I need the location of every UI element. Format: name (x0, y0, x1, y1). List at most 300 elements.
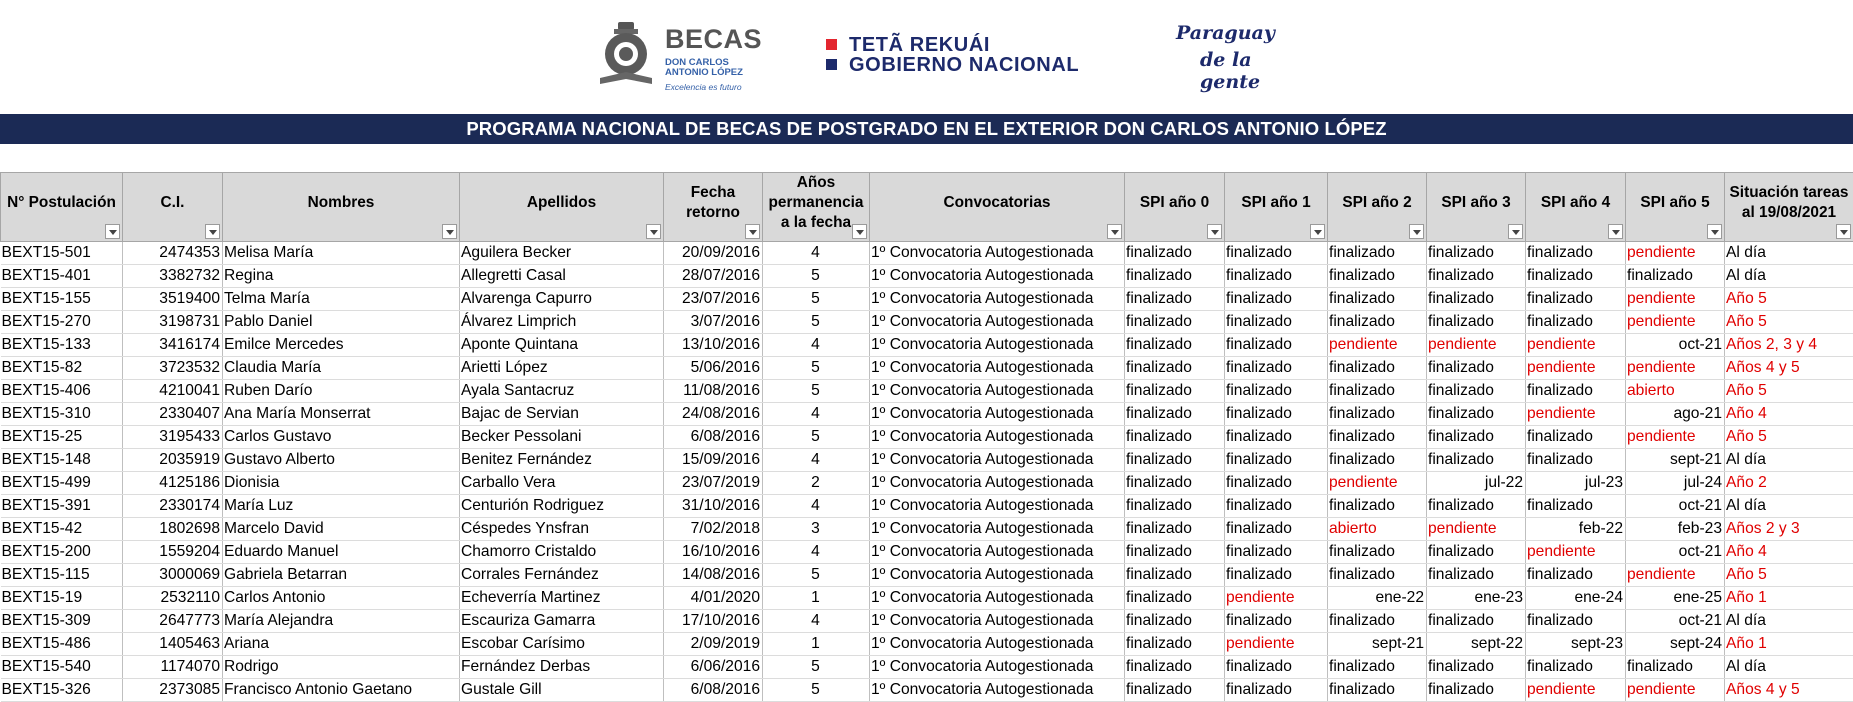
table-cell[interactable]: 5 (763, 357, 870, 380)
table-cell[interactable]: finalizado (1125, 265, 1225, 288)
table-cell[interactable]: Gabriela Betarran (223, 564, 460, 587)
table-cell[interactable]: 7/02/2018 (664, 518, 763, 541)
table-cell[interactable]: finalizado (1526, 564, 1626, 587)
table-cell[interactable]: pendiente (1225, 633, 1328, 656)
table-cell[interactable]: pendiente (1526, 334, 1626, 357)
table-cell[interactable]: Céspedes Ynsfran (460, 518, 664, 541)
table-cell[interactable]: 1º Convocatoria Autogestionada (870, 541, 1125, 564)
table-cell[interactable]: 1º Convocatoria Autogestionada (870, 495, 1125, 518)
table-cell[interactable]: finalizado (1125, 242, 1225, 265)
column-header-label: Apellidos (462, 193, 661, 221)
table-cell[interactable]: 1º Convocatoria Autogestionada (870, 288, 1125, 311)
table-cell[interactable]: 1405463 (123, 633, 223, 656)
table-cell[interactable]: 3 (763, 518, 870, 541)
table-cell[interactable]: ene-22 (1328, 587, 1427, 610)
table-cell[interactable]: 14/08/2016 (664, 564, 763, 587)
table-cell[interactable]: finalizado (1125, 610, 1225, 633)
table-cell[interactable]: finalizado (1225, 610, 1328, 633)
table-cell[interactable]: finalizado (1125, 357, 1225, 380)
table-cell[interactable]: abierto (1328, 518, 1427, 541)
table-cell[interactable]: finalizado (1225, 679, 1328, 702)
table-cell[interactable]: finalizado (1328, 380, 1427, 403)
table-cell[interactable]: pendiente (1328, 334, 1427, 357)
table-cell[interactable]: finalizado (1328, 426, 1427, 449)
table-cell[interactable]: Regina (223, 265, 460, 288)
table-cell[interactable]: Chamorro Cristaldo (460, 541, 664, 564)
table-cell[interactable]: finalizado (1526, 380, 1626, 403)
table-cell[interactable]: 6/08/2016 (664, 426, 763, 449)
table-cell[interactable]: finalizado (1328, 656, 1427, 679)
table-cell[interactable]: oct-21 (1626, 541, 1725, 564)
table-cell[interactable]: Años 4 y 5 (1725, 679, 1853, 702)
filter-dropdown-icon[interactable] (105, 224, 120, 239)
table-cell[interactable]: 2035919 (123, 449, 223, 472)
table-cell[interactable]: finalizado (1526, 610, 1626, 633)
table-cell[interactable]: 1º Convocatoria Autogestionada (870, 426, 1125, 449)
table-cell[interactable]: BEXT15-270 (1, 311, 123, 334)
table-cell[interactable]: BEXT15-310 (1, 403, 123, 426)
table-cell[interactable]: 1802698 (123, 518, 223, 541)
table-cell[interactable]: Año 1 (1725, 633, 1853, 656)
table-cell[interactable]: Ruben Darío (223, 380, 460, 403)
table-cell[interactable]: Becker Pessolani (460, 426, 664, 449)
table-cell[interactable]: 4125186 (123, 472, 223, 495)
table-cell[interactable]: Al día (1725, 242, 1853, 265)
filter-dropdown-icon[interactable] (1409, 224, 1424, 239)
table-cell[interactable]: 4 (763, 495, 870, 518)
table-cell[interactable]: pendiente (1225, 587, 1328, 610)
table-cell[interactable]: finalizado (1225, 495, 1328, 518)
table-cell[interactable]: 3195433 (123, 426, 223, 449)
table-cell[interactable]: 2532110 (123, 587, 223, 610)
table-cell[interactable]: Claudia María (223, 357, 460, 380)
table-cell[interactable]: 2373085 (123, 679, 223, 702)
table-cell[interactable]: jul-24 (1626, 472, 1725, 495)
table-cell[interactable]: pendiente (1526, 679, 1626, 702)
table-cell[interactable]: BEXT15-326 (1, 679, 123, 702)
table-cell[interactable]: 3519400 (123, 288, 223, 311)
filter-dropdown-icon[interactable] (1836, 224, 1851, 239)
table-cell[interactable]: pendiente (1626, 357, 1725, 380)
table-cell[interactable]: finalizado (1125, 656, 1225, 679)
table-cell[interactable]: Benitez Fernández (460, 449, 664, 472)
table-cell[interactable]: finalizado (1328, 242, 1427, 265)
table-cell[interactable]: finalizado (1328, 679, 1427, 702)
table-cell[interactable]: 1º Convocatoria Autogestionada (870, 587, 1125, 610)
filter-dropdown-icon[interactable] (205, 224, 220, 239)
table-cell[interactable]: finalizado (1125, 564, 1225, 587)
table-cell[interactable]: finalizado (1328, 357, 1427, 380)
table-cell[interactable]: 4 (763, 334, 870, 357)
table-cell[interactable]: finalizado (1328, 265, 1427, 288)
table-cell[interactable]: finalizado (1125, 380, 1225, 403)
table-cell[interactable]: pendiente (1626, 564, 1725, 587)
table-cell[interactable]: pendiente (1626, 679, 1725, 702)
table-cell[interactable]: 3416174 (123, 334, 223, 357)
table-cell[interactable]: finalizado (1526, 449, 1626, 472)
table-cell[interactable]: 28/07/2016 (664, 265, 763, 288)
table-cell[interactable]: Año 1 (1725, 587, 1853, 610)
table-cell[interactable]: finalizado (1328, 564, 1427, 587)
filter-dropdown-icon[interactable] (442, 224, 457, 239)
table-cell[interactable]: 31/10/2016 (664, 495, 763, 518)
table-cell[interactable]: 6/08/2016 (664, 679, 763, 702)
table-cell[interactable]: finalizado (1125, 495, 1225, 518)
table-cell[interactable]: 4210041 (123, 380, 223, 403)
table-cell[interactable]: 1559204 (123, 541, 223, 564)
table-cell[interactable]: Melisa María (223, 242, 460, 265)
table-cell[interactable]: 4 (763, 610, 870, 633)
table-cell[interactable]: pendiente (1526, 357, 1626, 380)
table-cell[interactable]: BEXT15-406 (1, 380, 123, 403)
table-cell[interactable]: finalizado (1427, 564, 1526, 587)
table-cell[interactable]: feb-23 (1626, 518, 1725, 541)
table-cell[interactable]: finalizado (1427, 426, 1526, 449)
filter-dropdown-icon[interactable] (852, 224, 867, 239)
table-cell[interactable]: Al día (1725, 610, 1853, 633)
table-cell[interactable]: pendiente (1626, 426, 1725, 449)
blue-square-icon (826, 59, 837, 70)
table-cell[interactable]: finalizado (1225, 380, 1328, 403)
table-cell[interactable]: Al día (1725, 265, 1853, 288)
table-cell[interactable]: pendiente (1328, 472, 1427, 495)
table-cell[interactable]: Dionisia (223, 472, 460, 495)
table-cell[interactable]: Gustavo Alberto (223, 449, 460, 472)
table-cell[interactable]: Corrales Fernández (460, 564, 664, 587)
table-cell[interactable]: finalizado (1427, 403, 1526, 426)
table-cell[interactable]: finalizado (1125, 472, 1225, 495)
table-cell[interactable]: pendiente (1626, 311, 1725, 334)
table-cell[interactable]: finalizado (1328, 449, 1427, 472)
table-cell[interactable]: finalizado (1125, 426, 1225, 449)
table-cell[interactable]: Bajac de Servian (460, 403, 664, 426)
table-cell[interactable]: 23/07/2019 (664, 472, 763, 495)
table-cell[interactable]: Eduardo Manuel (223, 541, 460, 564)
table-cell[interactable]: 1º Convocatoria Autogestionada (870, 242, 1125, 265)
table-cell[interactable]: Alvarenga Capurro (460, 288, 664, 311)
table-cell[interactable]: BEXT15-486 (1, 633, 123, 656)
table-cell[interactable]: finalizado (1225, 311, 1328, 334)
column-header-3 (460, 173, 664, 242)
table-cell[interactable]: Aguilera Becker (460, 242, 664, 265)
table-cell[interactable]: jul-22 (1427, 472, 1526, 495)
table-cell[interactable]: 4 (763, 242, 870, 265)
filter-dropdown-icon[interactable] (745, 224, 760, 239)
table-cell[interactable]: jul-23 (1526, 472, 1626, 495)
table-cell[interactable]: 4 (763, 403, 870, 426)
table-cell[interactable]: BEXT15-19 (1, 587, 123, 610)
table-cell[interactable]: finalizado (1427, 242, 1526, 265)
table-cell[interactable]: finalizado (1526, 242, 1626, 265)
table-cell[interactable]: 6/06/2016 (664, 656, 763, 679)
table-cell[interactable]: finalizado (1125, 311, 1225, 334)
table-cell[interactable]: 4 (763, 541, 870, 564)
table-cell[interactable]: 1º Convocatoria Autogestionada (870, 610, 1125, 633)
table-cell[interactable]: 1 (763, 633, 870, 656)
table-cell[interactable]: 1º Convocatoria Autogestionada (870, 449, 1125, 472)
table-cell[interactable]: 2647773 (123, 610, 223, 633)
table-cell[interactable]: Año 5 (1725, 311, 1853, 334)
filter-dropdown-icon[interactable] (1608, 224, 1623, 239)
table-cell[interactable]: Años 2 y 3 (1725, 518, 1853, 541)
gobierno-logo (826, 34, 1096, 74)
filter-dropdown-icon[interactable] (1107, 224, 1122, 239)
table-cell[interactable]: finalizado (1125, 288, 1225, 311)
table-cell[interactable]: Ana María Monserrat (223, 403, 460, 426)
table-cell[interactable]: Año 5 (1725, 380, 1853, 403)
table-cell[interactable]: finalizado (1427, 495, 1526, 518)
table-cell[interactable]: Años 4 y 5 (1725, 357, 1853, 380)
table-cell[interactable]: Allegretti Casal (460, 265, 664, 288)
table-cell[interactable]: Aponte Quintana (460, 334, 664, 357)
table-cell[interactable]: 1º Convocatoria Autogestionada (870, 265, 1125, 288)
table-cell[interactable]: finalizado (1427, 265, 1526, 288)
table-cell[interactable]: 1º Convocatoria Autogestionada (870, 518, 1125, 541)
table-cell[interactable]: Año 5 (1725, 564, 1853, 587)
table-cell[interactable]: Escobar Carísimo (460, 633, 664, 656)
table-cell[interactable]: Fernández Derbas (460, 656, 664, 679)
table-cell[interactable]: finalizado (1225, 334, 1328, 357)
table-cell[interactable]: 5 (763, 311, 870, 334)
table-cell[interactable]: finalizado (1225, 541, 1328, 564)
filter-dropdown-icon[interactable] (646, 224, 661, 239)
table-cell[interactable]: 3382732 (123, 265, 223, 288)
table-cell[interactable]: Marcelo David (223, 518, 460, 541)
table-cell[interactable]: 5/06/2016 (664, 357, 763, 380)
table-cell[interactable]: finalizado (1125, 587, 1225, 610)
table-cell[interactable]: BEXT15-82 (1, 357, 123, 380)
table-cell[interactable]: sept-22 (1427, 633, 1526, 656)
table-cell[interactable]: pendiente (1626, 288, 1725, 311)
table-cell[interactable]: finalizado (1427, 679, 1526, 702)
table-cell[interactable]: BEXT15-148 (1, 449, 123, 472)
table-cell[interactable]: 3/07/2016 (664, 311, 763, 334)
table-cell[interactable]: finalizado (1328, 541, 1427, 564)
table-cell[interactable]: 2 (763, 472, 870, 495)
table-cell[interactable]: sept-21 (1328, 633, 1427, 656)
table-cell[interactable]: 4/01/2020 (664, 587, 763, 610)
table-cell[interactable]: finalizado (1225, 265, 1328, 288)
table-cell[interactable]: finalizado (1427, 541, 1526, 564)
table-cell[interactable]: Al día (1725, 449, 1853, 472)
table-cell[interactable]: BEXT15-309 (1, 610, 123, 633)
table-cell[interactable]: 5 (763, 288, 870, 311)
table-cell[interactable]: ene-25 (1626, 587, 1725, 610)
table-cell[interactable]: 1º Convocatoria Autogestionada (870, 472, 1125, 495)
table-cell[interactable]: Año 4 (1725, 541, 1853, 564)
table-cell[interactable]: Gustale Gill (460, 679, 664, 702)
table-cell[interactable]: BEXT15-42 (1, 518, 123, 541)
table-cell[interactable]: María Luz (223, 495, 460, 518)
table-cell[interactable]: 1º Convocatoria Autogestionada (870, 564, 1125, 587)
table-cell[interactable]: 5 (763, 679, 870, 702)
table-cell[interactable]: sept-24 (1626, 633, 1725, 656)
filter-dropdown-icon[interactable] (1508, 224, 1523, 239)
table-cell[interactable]: 2330174 (123, 495, 223, 518)
table-cell[interactable]: finalizado (1125, 403, 1225, 426)
table-cell[interactable]: Año 2 (1725, 472, 1853, 495)
table-cell[interactable]: finalizado (1125, 518, 1225, 541)
table-cell[interactable]: pendiente (1526, 541, 1626, 564)
filter-dropdown-icon[interactable] (1207, 224, 1222, 239)
table-cell[interactable]: finalizado (1225, 357, 1328, 380)
table-cell[interactable]: BEXT15-25 (1, 426, 123, 449)
table-cell[interactable]: finalizado (1125, 679, 1225, 702)
table-cell[interactable]: oct-21 (1626, 334, 1725, 357)
table-cell[interactable]: finalizado (1526, 495, 1626, 518)
table-cell[interactable]: 1º Convocatoria Autogestionada (870, 334, 1125, 357)
table-cell[interactable]: finalizado (1328, 288, 1427, 311)
table-cell[interactable]: Arietti López (460, 357, 664, 380)
table-cell[interactable]: pendiente (1626, 242, 1725, 265)
table-cell[interactable]: Al día (1725, 656, 1853, 679)
table-cell[interactable]: finalizado (1526, 265, 1626, 288)
table-cell[interactable]: 17/10/2016 (664, 610, 763, 633)
table-cell[interactable]: finalizado (1125, 334, 1225, 357)
table-cell[interactable]: 3723532 (123, 357, 223, 380)
table-cell[interactable]: Echeverría Martinez (460, 587, 664, 610)
table-cell[interactable]: BEXT15-401 (1, 265, 123, 288)
table-cell[interactable]: finalizado (1225, 449, 1328, 472)
filter-dropdown-icon[interactable] (1707, 224, 1722, 239)
table-cell[interactable]: 1174070 (123, 656, 223, 679)
table-cell[interactable]: 23/07/2016 (664, 288, 763, 311)
table-cell[interactable]: 5 (763, 564, 870, 587)
table-cell[interactable]: Carlos Antonio (223, 587, 460, 610)
table-cell[interactable]: 1º Convocatoria Autogestionada (870, 656, 1125, 679)
table-cell[interactable]: ene-24 (1526, 587, 1626, 610)
table-cell[interactable]: 1º Convocatoria Autogestionada (870, 633, 1125, 656)
table-cell[interactable]: 1º Convocatoria Autogestionada (870, 311, 1125, 334)
table-cell[interactable]: 20/09/2016 (664, 242, 763, 265)
table-cell[interactable]: 5 (763, 656, 870, 679)
table-cell[interactable]: finalizado (1526, 656, 1626, 679)
table-cell[interactable]: Rodrigo (223, 656, 460, 679)
table-cell[interactable]: finalizado (1125, 449, 1225, 472)
table-cell[interactable]: finalizado (1225, 564, 1328, 587)
table-cell[interactable]: 16/10/2016 (664, 541, 763, 564)
table-cell[interactable]: 5 (763, 426, 870, 449)
table-cell[interactable]: finalizado (1427, 656, 1526, 679)
table-cell[interactable]: finalizado (1225, 518, 1328, 541)
table-cell[interactable]: sept-23 (1526, 633, 1626, 656)
table-cell[interactable]: finalizado (1225, 288, 1328, 311)
table-cell[interactable]: 2330407 (123, 403, 223, 426)
table-cell[interactable]: finalizado (1526, 288, 1626, 311)
table-cell[interactable]: BEXT15-499 (1, 472, 123, 495)
table-cell[interactable]: finalizado (1626, 265, 1725, 288)
table-cell[interactable]: finalizado (1626, 656, 1725, 679)
table-cell[interactable]: Carballo Vera (460, 472, 664, 495)
table-cell[interactable]: oct-21 (1626, 495, 1725, 518)
table-cell[interactable]: finalizado (1427, 288, 1526, 311)
table-cell[interactable]: 5 (763, 265, 870, 288)
table-cell[interactable]: finalizado (1526, 311, 1626, 334)
table-cell[interactable]: ene-23 (1427, 587, 1526, 610)
table-cell[interactable]: BEXT15-115 (1, 564, 123, 587)
table-cell[interactable]: finalizado (1526, 426, 1626, 449)
table-cell[interactable]: 3198731 (123, 311, 223, 334)
table-cell[interactable]: sept-21 (1626, 449, 1725, 472)
column-header-7 (1125, 173, 1225, 242)
table-cell[interactable]: BEXT15-133 (1, 334, 123, 357)
table-cell[interactable]: finalizado (1328, 610, 1427, 633)
table-cell[interactable]: 24/08/2016 (664, 403, 763, 426)
table-cell[interactable]: finalizado (1427, 311, 1526, 334)
table-cell[interactable]: pendiente (1427, 334, 1526, 357)
table-cell[interactable]: ago-21 (1626, 403, 1725, 426)
table-cell[interactable]: Año 5 (1725, 426, 1853, 449)
table-cell[interactable]: pendiente (1427, 518, 1526, 541)
table-cell[interactable]: finalizado (1225, 472, 1328, 495)
table-cell[interactable]: 3000069 (123, 564, 223, 587)
table-cell[interactable]: feb-22 (1526, 518, 1626, 541)
table-cell[interactable]: finalizado (1328, 403, 1427, 426)
table-cell[interactable]: Pablo Daniel (223, 311, 460, 334)
table-cell[interactable]: Francisco Antonio Gaetano (223, 679, 460, 702)
table-cell[interactable]: pendiente (1526, 403, 1626, 426)
table-cell[interactable]: finalizado (1225, 656, 1328, 679)
table-cell[interactable]: finalizado (1427, 357, 1526, 380)
table-cell[interactable]: 13/10/2016 (664, 334, 763, 357)
table-cell[interactable]: María Alejandra (223, 610, 460, 633)
table-cell[interactable]: Al día (1725, 495, 1853, 518)
table-cell[interactable]: Carlos Gustavo (223, 426, 460, 449)
table-cell[interactable]: finalizado (1427, 449, 1526, 472)
table-cell[interactable]: Escauriza Gamarra (460, 610, 664, 633)
table-cell[interactable]: Ariana (223, 633, 460, 656)
column-header-10 (1427, 173, 1526, 242)
table-cell[interactable]: Años 2, 3 y 4 (1725, 334, 1853, 357)
table-cell[interactable]: 1º Convocatoria Autogestionada (870, 679, 1125, 702)
table-cell[interactable]: finalizado (1225, 403, 1328, 426)
filter-dropdown-icon[interactable] (1310, 224, 1325, 239)
table-cell[interactable]: 2474353 (123, 242, 223, 265)
table-cell[interactable]: 5 (763, 380, 870, 403)
table-cell[interactable]: 1º Convocatoria Autogestionada (870, 380, 1125, 403)
table-cell[interactable]: Álvarez Limprich (460, 311, 664, 334)
table-cell[interactable]: 11/08/2016 (664, 380, 763, 403)
table-cell[interactable]: oct-21 (1626, 610, 1725, 633)
table-cell[interactable]: finalizado (1328, 311, 1427, 334)
table-cell[interactable]: BEXT15-200 (1, 541, 123, 564)
table-cell[interactable]: Emilce Mercedes (223, 334, 460, 357)
table-cell[interactable]: finalizado (1125, 541, 1225, 564)
table-cell[interactable]: BEXT15-540 (1, 656, 123, 679)
table-cell[interactable]: 4 (763, 449, 870, 472)
table-cell[interactable]: abierto (1626, 380, 1725, 403)
table-cell[interactable]: Año 4 (1725, 403, 1853, 426)
table-cell[interactable]: 1º Convocatoria Autogestionada (870, 403, 1125, 426)
table-cell[interactable]: Telma María (223, 288, 460, 311)
table-cell[interactable]: 1 (763, 587, 870, 610)
table-cell[interactable]: Ayala Santacruz (460, 380, 664, 403)
table-cell[interactable]: 1º Convocatoria Autogestionada (870, 357, 1125, 380)
table-cell[interactable]: BEXT15-501 (1, 242, 123, 265)
table-cell[interactable]: Año 5 (1725, 288, 1853, 311)
table-cell[interactable]: finalizado (1125, 633, 1225, 656)
table-cell[interactable]: finalizado (1427, 380, 1526, 403)
table-cell[interactable]: BEXT15-391 (1, 495, 123, 518)
table-cell[interactable]: finalizado (1225, 242, 1328, 265)
table-cell[interactable]: finalizado (1328, 495, 1427, 518)
table-cell[interactable]: 15/09/2016 (664, 449, 763, 472)
table-cell[interactable]: 2/09/2019 (664, 633, 763, 656)
table-cell[interactable]: BEXT15-155 (1, 288, 123, 311)
table-cell[interactable]: finalizado (1427, 610, 1526, 633)
table-cell[interactable]: finalizado (1225, 426, 1328, 449)
table-cell[interactable]: Centurión Rodriguez (460, 495, 664, 518)
